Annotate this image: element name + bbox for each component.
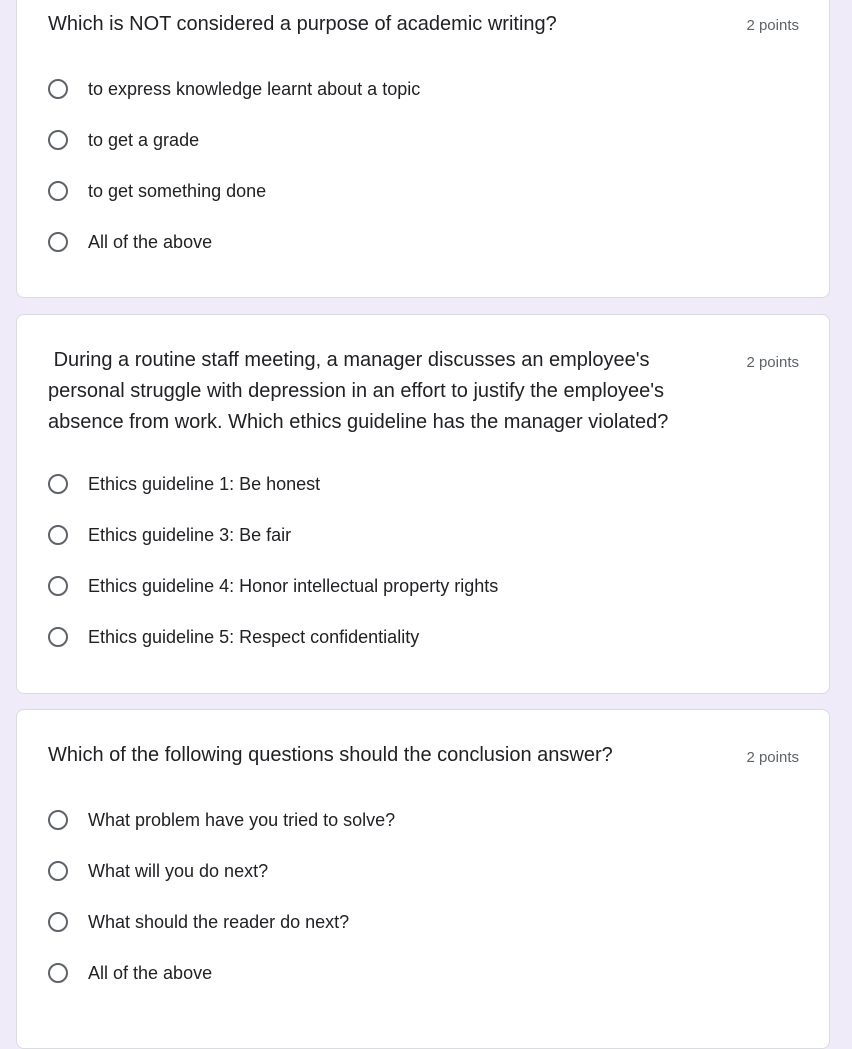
question-card-1	[16, 0, 830, 298]
question-title: During a routine staff meeting, a manager discusses an employee's personal struggle with depression in an effort to justify the employee's absence from work. Which ethics guideline has the manager violated?	[48, 349, 670, 433]
option-label: All of the above	[88, 962, 213, 983]
radio-option[interactable]	[48, 177, 266, 205]
radio-button-icon[interactable]	[48, 963, 68, 983]
option-label: to express knowledge learnt about a topic	[88, 78, 421, 99]
radio-option[interactable]	[48, 959, 212, 987]
question-title: Which is NOT considered a purpose of academic writing?	[48, 13, 557, 35]
radio-option[interactable]	[48, 908, 349, 936]
radio-option[interactable]	[48, 572, 498, 600]
radio-button-icon[interactable]	[48, 861, 68, 881]
radio-button-icon[interactable]	[48, 474, 68, 494]
radio-option[interactable]	[48, 623, 419, 651]
radio-button-icon[interactable]	[48, 79, 68, 99]
option-label: What will you do next?	[88, 860, 269, 881]
option-label: to get something done	[88, 180, 267, 201]
radio-button-icon[interactable]	[48, 525, 68, 545]
option-label: Ethics guideline 1: Be honest	[88, 473, 321, 494]
option-label: Ethics guideline 3: Be fair	[88, 524, 292, 545]
points-label: 2 points	[746, 354, 799, 371]
radio-option[interactable]	[48, 521, 291, 549]
points-label: 2 points	[746, 749, 799, 766]
radio-button-icon[interactable]	[48, 232, 68, 252]
radio-option[interactable]	[48, 806, 395, 834]
question-card-3	[16, 709, 830, 1049]
points-label: 2 points	[746, 17, 799, 34]
radio-option[interactable]	[48, 470, 320, 498]
radio-button-icon[interactable]	[48, 912, 68, 932]
option-label: All of the above	[88, 231, 213, 252]
radio-button-icon[interactable]	[48, 810, 68, 830]
option-label: Ethics guideline 4: Honor intellectual property rights	[88, 575, 499, 596]
radio-button-icon[interactable]	[48, 130, 68, 150]
radio-button-icon[interactable]	[48, 181, 68, 201]
question-title: Which of the following questions should the conclusion answer?	[48, 744, 613, 766]
option-label: What should the reader do next?	[88, 911, 350, 932]
question-card-2	[16, 314, 830, 694]
radio-option[interactable]	[48, 857, 268, 885]
option-label: to get a grade	[88, 129, 200, 150]
option-label: What problem have you tried to solve?	[88, 809, 396, 830]
radio-option[interactable]	[48, 75, 420, 103]
radio-button-icon[interactable]	[48, 627, 68, 647]
option-label: Ethics guideline 5: Respect confidentiality	[88, 626, 420, 647]
radio-option[interactable]	[48, 126, 199, 154]
radio-option[interactable]	[48, 228, 212, 256]
radio-button-icon[interactable]	[48, 576, 68, 596]
